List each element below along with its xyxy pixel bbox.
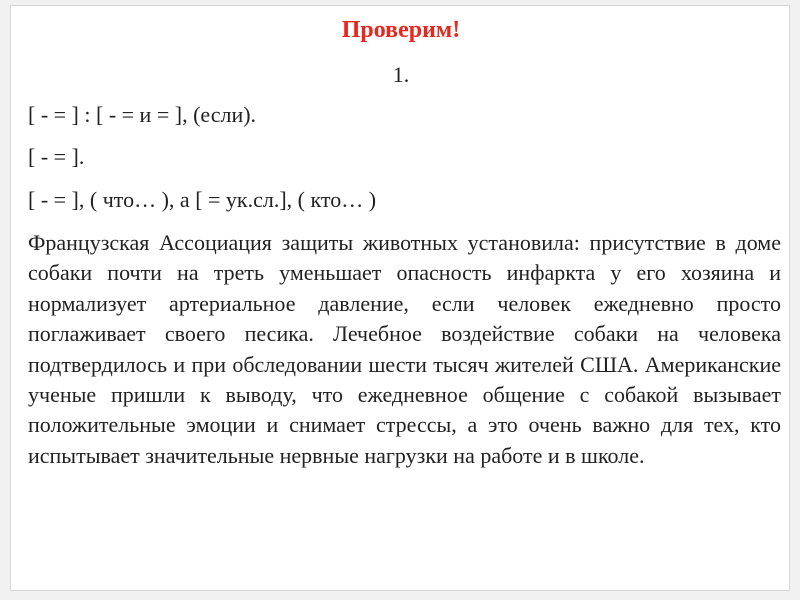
sentence-scheme-1: [ - = ] : [ - = и = ], (если). <box>28 102 257 127</box>
task-number: 1. <box>392 62 410 87</box>
slide-card <box>10 5 790 591</box>
body-paragraph: Французская Ассоциация защиты животных установила: присутствие в доме собаки почти на треть уменьшает опасность инфаркта у его хозяина и нормализует артериальное давление, если человек ежедневно просто поглаживает своего песика. Лечебное воздействие собаки на человека подтвердилось и при обследовании шести тысяч жителей США. Американские ученые пришли к выводу, что ежедневное общение с собакой вызывает положительные эмоции и снимает стрессы, а это очень важно для тех, кто испытывает значительные нервные нагрузки на работе и в школе. <box>28 230 781 468</box>
sentence-scheme-2: [ - = ]. <box>28 144 85 169</box>
sentence-scheme-3: [ - = ], ( что… ), а [ = ук.сл.], ( кто… ) <box>28 187 377 212</box>
slide-title: Проверим! <box>341 17 461 43</box>
